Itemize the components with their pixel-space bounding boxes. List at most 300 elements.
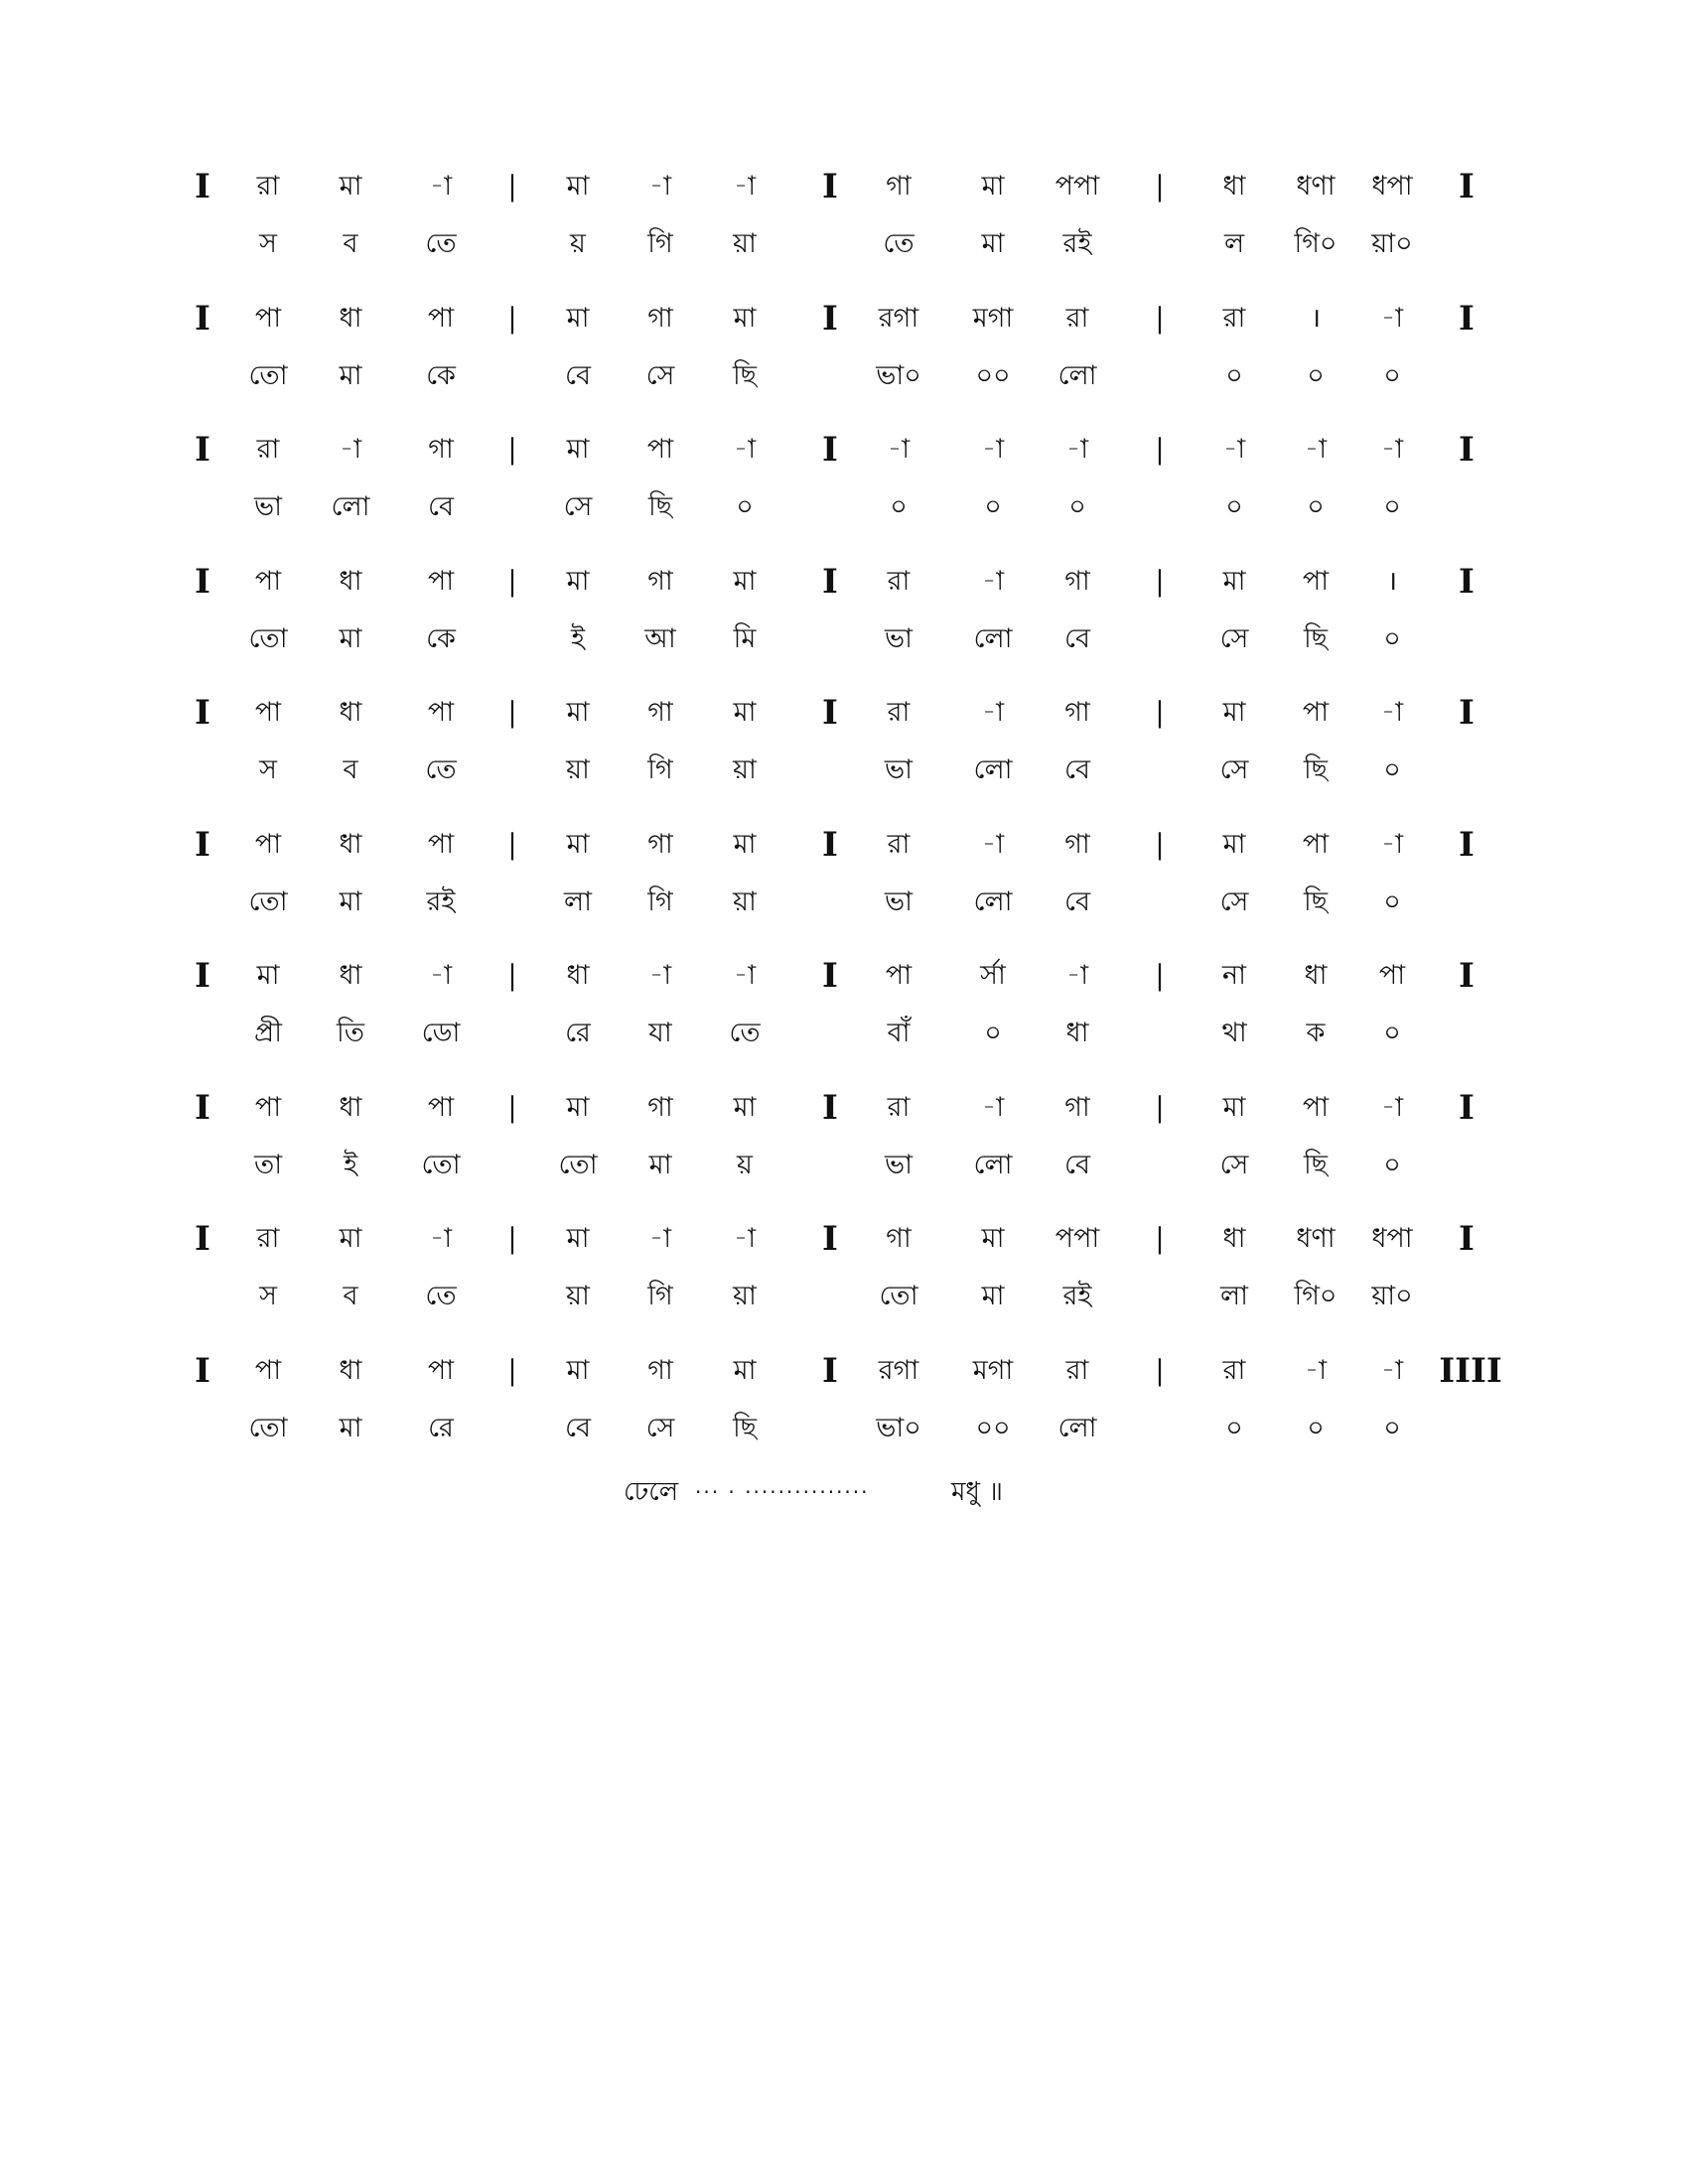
lyric-syllable: তে: [425, 754, 457, 785]
lyric-syllable: ০: [1383, 491, 1401, 522]
swara-row: [0, 956, 1688, 996]
lyric-row: [0, 356, 1688, 396]
lyric-syllable: লো: [973, 622, 1013, 654]
swara-note: রা: [256, 1223, 280, 1254]
swara-note: -া: [1222, 434, 1246, 465]
swara-note: -া: [429, 960, 453, 991]
lyric-syllable: মা: [339, 1412, 362, 1443]
swara-note: গা: [1064, 828, 1090, 860]
swara-note: -া: [1380, 1091, 1404, 1123]
lyric-syllable: বে: [565, 1412, 591, 1443]
lyric-syllable: ভা: [885, 754, 913, 785]
bar-line-minor: |: [1155, 1090, 1165, 1124]
swara-note: রা: [887, 565, 911, 597]
swara-note: গা: [647, 1091, 673, 1123]
swara-note: পা: [1302, 565, 1330, 597]
lyric-row: [0, 751, 1688, 790]
lyric-syllable: স: [259, 228, 277, 259]
bar-line-minor: |: [507, 170, 517, 203]
bar-line-major: I: [1459, 1219, 1475, 1259]
lyric-syllable: ডো: [421, 1018, 461, 1048]
swara-note: -া: [887, 434, 911, 465]
bar-line-major: I: [195, 1087, 211, 1128]
lyric-syllable: লো: [1057, 359, 1097, 391]
lyric-syllable: ভা০: [876, 1412, 921, 1443]
bar-line-minor: |: [1155, 301, 1165, 335]
lyric-syllable: বে: [1064, 754, 1090, 785]
swara-note: মা: [339, 171, 362, 202]
swara-note: -া: [981, 565, 1005, 597]
bar-line-major: I: [1459, 693, 1475, 733]
lyric-syllable: ০: [1225, 491, 1243, 522]
swara-note: -া: [648, 171, 672, 202]
swara-note: গা: [1064, 697, 1090, 728]
swara-note: -া: [981, 1091, 1005, 1123]
swara-note: র্সা: [980, 960, 1006, 991]
lyric-syllable: ০: [1383, 359, 1401, 391]
bar-line-minor: |: [507, 433, 517, 466]
lyric-syllable: ০: [1307, 1412, 1325, 1443]
lyric-syllable: স: [259, 754, 277, 785]
swara-note: মা: [981, 171, 1005, 202]
lyric-syllable: য়া০: [1371, 1281, 1413, 1311]
lyric-syllable: সে: [1219, 622, 1249, 654]
swara-note: পা: [254, 1091, 282, 1123]
lyric-syllable: সে: [645, 359, 675, 391]
notation-system: [0, 1219, 1688, 1328]
swara-note: ধা: [339, 828, 362, 860]
lyric-syllable: য়া: [733, 754, 757, 785]
bar-line-minor: |: [507, 1353, 517, 1387]
footer-dots: ··· · ···············: [695, 1480, 870, 1504]
bar-line-major: I: [822, 1219, 838, 1259]
lyric-syllable: বে: [428, 491, 454, 522]
swara-note: ধা: [339, 302, 362, 334]
lyric-syllable: ভা: [885, 1149, 913, 1180]
lyric-syllable: তে: [425, 1281, 457, 1311]
lyric-syllable: তো: [558, 1149, 598, 1180]
swara-note: ধপা: [1371, 1223, 1413, 1254]
bar-line-major: I: [195, 561, 211, 602]
swara-note: ধণা: [1296, 171, 1336, 202]
lyric-syllable: মা: [648, 1149, 672, 1180]
swara-note: মা: [566, 1223, 590, 1254]
bar-line-minor: |: [507, 827, 517, 861]
bar-line-minor: |: [1155, 827, 1165, 861]
swara-row: [0, 1219, 1688, 1259]
bar-line-major: I: [195, 167, 211, 206]
swara-note: মা: [733, 302, 757, 334]
lyric-syllable: য়া: [566, 754, 590, 785]
lyric-syllable: মা: [339, 359, 362, 391]
bar-line-minor: |: [507, 696, 517, 729]
swara-note: ধা: [1222, 1223, 1246, 1254]
lyric-syllable: ছি: [1303, 886, 1329, 917]
swara-note: পা: [1378, 960, 1406, 991]
lyric-syllable: মা: [339, 622, 362, 654]
swara-note: -া: [733, 1223, 757, 1254]
swara-note: পা: [1302, 1091, 1330, 1123]
lyric-syllable: ০: [1383, 1018, 1401, 1048]
swara-note: -া: [981, 697, 1005, 728]
lyric-syllable: য়া: [733, 1281, 757, 1311]
swara-row: [0, 1351, 1688, 1391]
swara-note: ধা: [339, 960, 362, 991]
swara-note: মা: [339, 1223, 362, 1254]
swara-note: পা: [1302, 697, 1330, 728]
swara-note: রা: [887, 828, 911, 860]
swara-note: মা: [566, 171, 590, 202]
lyric-syllable: ল: [1223, 228, 1245, 259]
swara-note: ধণা: [1296, 1223, 1336, 1254]
notation-system: [0, 167, 1688, 276]
swara-note: মা: [566, 1354, 590, 1386]
lyric-syllable: ক: [1306, 1018, 1326, 1048]
lyric-syllable: প্রী: [254, 1018, 282, 1048]
lyric-syllable: ব: [343, 754, 358, 785]
lyric-syllable: বে: [1064, 1149, 1090, 1180]
lyric-syllable: ০: [1383, 622, 1401, 654]
lyric-syllable: গি০: [1294, 228, 1337, 259]
lyric-syllable: কে: [426, 622, 456, 654]
bar-line-minor: |: [1155, 564, 1165, 598]
lyric-syllable: য়: [570, 228, 586, 259]
lyric-row: [0, 1014, 1688, 1053]
swara-note: পা: [254, 302, 282, 334]
bar-line-minor: |: [1155, 170, 1165, 203]
lyric-syllable: ই: [343, 1149, 358, 1180]
lyric-syllable: বে: [1064, 622, 1090, 654]
swara-note: -া: [1304, 434, 1328, 465]
swara-note: গা: [428, 434, 454, 465]
bar-line-major: I: [1459, 956, 1475, 996]
lyric-syllable: তে: [425, 228, 457, 259]
bar-line-major: I: [1459, 167, 1475, 206]
swara-note: ধা: [1304, 960, 1328, 991]
swara-note: -া: [1065, 960, 1089, 991]
notation-system: [0, 693, 1688, 802]
swara-note: ধপা: [1371, 171, 1413, 202]
lyric-syllable: ভা০: [876, 359, 921, 391]
swara-note: গা: [1064, 565, 1090, 597]
bar-line-minor: |: [1155, 433, 1165, 466]
swara-note: মা: [981, 1223, 1005, 1254]
swara-row: [0, 299, 1688, 339]
swara-note: -া: [733, 960, 757, 991]
swara-note: পা: [254, 565, 282, 597]
lyric-syllable: ০: [1383, 1149, 1401, 1180]
swara-note: না: [1222, 960, 1246, 991]
bar-line-major: I: [822, 1350, 838, 1391]
swara-row: [0, 825, 1688, 865]
swara-note: মা: [566, 565, 590, 597]
swara-note: রা: [256, 434, 280, 465]
swara-note: গা: [647, 828, 673, 860]
swara-note: মা: [566, 1091, 590, 1123]
lyric-syllable: য়া: [566, 1281, 590, 1311]
bar-line-major: I: [822, 693, 838, 733]
lyric-row: [0, 1409, 1688, 1448]
lyric-syllable: ০০: [975, 359, 1011, 391]
lyric-row: [0, 224, 1688, 264]
lyric-row: [0, 883, 1688, 922]
swara-note: -া: [429, 1223, 453, 1254]
lyric-syllable: গি: [647, 228, 673, 259]
lyric-syllable: তি: [337, 1018, 364, 1048]
lyric-syllable: ০: [1225, 1412, 1243, 1443]
bar-line-minor: |: [507, 959, 517, 992]
swara-note: -া: [1380, 1354, 1404, 1386]
lyric-syllable: ধা: [1065, 1018, 1089, 1048]
notation-system: [0, 1088, 1688, 1197]
bar-line-major: I: [822, 561, 838, 602]
swara-row: [0, 693, 1688, 733]
notation-system: [0, 956, 1688, 1065]
bar-line-minor: |: [1155, 1353, 1165, 1387]
lyric-syllable: ভা: [885, 886, 913, 917]
swara-note: রা: [1222, 302, 1246, 334]
swara-note: -া: [1304, 1354, 1328, 1386]
lyric-syllable: লা: [564, 886, 592, 917]
lyric-syllable: ০: [1383, 754, 1401, 785]
swara-note: রা: [887, 1091, 911, 1123]
swara-note: রা: [887, 697, 911, 728]
lyric-syllable: ছি: [1303, 622, 1329, 654]
lyric-syllable: ছি: [1303, 754, 1329, 785]
lyric-syllable: গি০: [1294, 1281, 1337, 1311]
bar-line-major: I: [195, 1219, 211, 1259]
lyric-syllable: কে: [426, 359, 456, 391]
swara-note: -া: [733, 434, 757, 465]
swara-note: মা: [566, 697, 590, 728]
swara-note: পা: [427, 565, 455, 597]
lyric-syllable: থা: [1221, 1018, 1247, 1048]
swara-note: -া: [1065, 434, 1089, 465]
notation-system: [0, 825, 1688, 934]
swara-row: [0, 562, 1688, 602]
lyric-syllable: সে: [563, 491, 593, 522]
swara-note: পপা: [1055, 1223, 1100, 1254]
swara-note: ধা: [339, 1354, 362, 1386]
bar-line-major: I: [1459, 824, 1475, 865]
swara-note: ধা: [1222, 171, 1246, 202]
lyric-row: [0, 487, 1688, 527]
lyric-syllable: আ: [644, 622, 676, 654]
lyric-row: [0, 1277, 1688, 1316]
swara-note: পা: [646, 434, 674, 465]
swara-note: -া: [1380, 434, 1404, 465]
lyric-syllable: য়া: [733, 886, 757, 917]
swara-note: ধা: [566, 960, 590, 991]
swara-note: -া: [733, 171, 757, 202]
notation-system: [0, 430, 1688, 539]
lyric-syllable: রে: [428, 1412, 454, 1443]
lyric-syllable: গি: [647, 1281, 673, 1311]
bar-line-minor: |: [507, 1090, 517, 1124]
swara-note: -া: [429, 171, 453, 202]
lyric-syllable: রই: [1062, 228, 1092, 259]
swara-note: পপা: [1055, 171, 1100, 202]
swara-note: পা: [1302, 828, 1330, 860]
swara-note: পা: [254, 1354, 282, 1386]
lyric-syllable: ০: [1383, 886, 1401, 917]
lyric-syllable: ছি: [732, 1412, 758, 1443]
bar-line-minor: |: [1155, 1222, 1165, 1255]
lyric-syllable: য়া: [733, 228, 757, 259]
lyric-syllable: তো: [248, 622, 288, 654]
lyric-syllable: সে: [1219, 754, 1249, 785]
bar-line-major: I: [195, 824, 211, 865]
bar-line-major: I: [1459, 298, 1475, 339]
bar-line-minor: |: [507, 564, 517, 598]
notation-system: [0, 299, 1688, 408]
bar-line-major: I: [1459, 430, 1475, 470]
swara-note: মা: [733, 828, 757, 860]
bar-line-minor: |: [1155, 696, 1165, 729]
lyric-syllable: যা: [648, 1018, 672, 1048]
lyric-syllable: লো: [973, 754, 1013, 785]
swara-note: মা: [1222, 697, 1246, 728]
swara-note: মা: [1222, 565, 1246, 597]
lyric-syllable: বে: [565, 359, 591, 391]
lyric-syllable: তো: [879, 1281, 918, 1311]
swara-note: -া: [339, 434, 362, 465]
footer-line: [0, 1467, 1688, 1517]
lyric-syllable: রই: [426, 886, 456, 917]
bar-line-minor: |: [1155, 959, 1165, 992]
swara-note: রা: [1065, 1354, 1089, 1386]
lyric-syllable: রে: [565, 1018, 591, 1048]
swara-note: ধা: [339, 1091, 362, 1123]
bar-line-major: I: [822, 956, 838, 996]
lyric-syllable: ০: [984, 491, 1002, 522]
swara-note: পা: [427, 1354, 455, 1386]
lyric-syllable: লো: [973, 886, 1013, 917]
swara-note: রা: [1065, 302, 1089, 334]
swara-note: গা: [886, 1223, 912, 1254]
lyric-syllable: ব: [343, 1281, 358, 1311]
lyric-syllable: গি: [647, 754, 673, 785]
lyric-syllable: য়া০: [1371, 228, 1413, 259]
lyric-syllable: তে: [883, 228, 914, 259]
bar-line-major: I: [822, 167, 838, 206]
swara-note: ধা: [339, 697, 362, 728]
lyric-syllable: তা: [253, 1149, 283, 1180]
bar-line-minor: |: [507, 301, 517, 335]
lyric-syllable: বে: [1064, 886, 1090, 917]
lyric-syllable: ০: [1068, 491, 1086, 522]
swara-note: -া: [648, 1223, 672, 1254]
lyric-syllable: মা: [981, 228, 1005, 259]
swara-note: মা: [733, 565, 757, 597]
lyric-syllable: মা: [339, 886, 362, 917]
bar-line-major: I: [822, 1087, 838, 1128]
swara-note: মা: [256, 960, 280, 991]
swara-note: রা: [1222, 1354, 1246, 1386]
bar-line-major: I: [1459, 1087, 1475, 1128]
swara-note: গা: [647, 565, 673, 597]
swara-note: রগা: [878, 1354, 919, 1386]
notation-system: [0, 562, 1688, 671]
lyric-syllable: ভা: [254, 491, 282, 522]
lyric-syllable: তো: [248, 1412, 288, 1443]
lyric-syllable: বাঁ: [887, 1018, 911, 1048]
swara-note: গা: [1064, 1091, 1090, 1123]
lyric-syllable: তো: [248, 886, 288, 917]
bar-line-minor: |: [507, 1222, 517, 1255]
swara-note: -া: [648, 960, 672, 991]
swara-note: -া: [981, 434, 1005, 465]
bar-line-major: I: [195, 298, 211, 339]
swara-note: পা: [885, 960, 913, 991]
lyric-syllable: ছি: [647, 491, 673, 522]
swara-note: মা: [733, 697, 757, 728]
swara-note: পা: [427, 1091, 455, 1123]
lyric-syllable: ০: [890, 491, 908, 522]
swara-row: [0, 1088, 1688, 1128]
lyric-syllable: ০: [1383, 1412, 1401, 1443]
lyric-syllable: স: [259, 1281, 277, 1311]
lyric-syllable: ছি: [732, 359, 758, 391]
lyric-syllable: তো: [421, 1149, 461, 1180]
lyric-syllable: ০: [984, 1018, 1002, 1048]
bar-line-major: I: [195, 1350, 211, 1391]
swara-note: -া: [1380, 828, 1404, 860]
swara-note: মা: [1222, 1091, 1246, 1123]
swara-note: গা: [886, 171, 912, 202]
lyric-syllable: রই: [1062, 1281, 1092, 1311]
swara-note: মা: [1222, 828, 1246, 860]
lyric-syllable: গি: [647, 886, 673, 917]
lyric-syllable: সে: [1219, 1149, 1249, 1180]
footer-left-text: ঢেলে: [624, 1477, 679, 1507]
swara-note: ।: [1386, 565, 1398, 597]
swara-note: পা: [427, 697, 455, 728]
swara-note: পা: [427, 828, 455, 860]
lyric-syllable: ০০: [975, 1412, 1011, 1443]
swara-note: -া: [981, 828, 1005, 860]
bar-line-major: I: [822, 298, 838, 339]
swara-note: -া: [1380, 302, 1404, 334]
bar-line-major: I: [822, 430, 838, 470]
lyric-syllable: ভা: [885, 622, 913, 654]
lyric-syllable: ০: [1307, 491, 1325, 522]
lyric-syllable: ০: [1225, 359, 1243, 391]
swara-note: পা: [427, 302, 455, 334]
swara-note: ।: [1310, 302, 1322, 334]
footer-right-text: মধু ॥: [951, 1477, 1003, 1507]
lyric-syllable: তে: [729, 1018, 761, 1048]
swara-note: মা: [566, 302, 590, 334]
lyric-syllable: ০: [736, 491, 754, 522]
swara-note: পা: [254, 828, 282, 860]
lyric-syllable: লা: [1220, 1281, 1248, 1311]
bar-line-major: I: [822, 824, 838, 865]
lyric-syllable: সে: [645, 1412, 675, 1443]
swara-note: গা: [647, 302, 673, 334]
lyric-syllable: সে: [1219, 886, 1249, 917]
lyric-row: [0, 619, 1688, 659]
swara-note: মা: [566, 434, 590, 465]
lyric-syllable: ই: [570, 622, 586, 654]
swara-note: গা: [647, 1354, 673, 1386]
lyric-syllable: ব: [343, 228, 358, 259]
bar-line-major: I: [195, 693, 211, 733]
bar-line-major: I: [195, 956, 211, 996]
bar-line-major: IIII: [1439, 1350, 1502, 1391]
swara-note: মা: [733, 1091, 757, 1123]
bar-line-major: I: [1459, 561, 1475, 602]
